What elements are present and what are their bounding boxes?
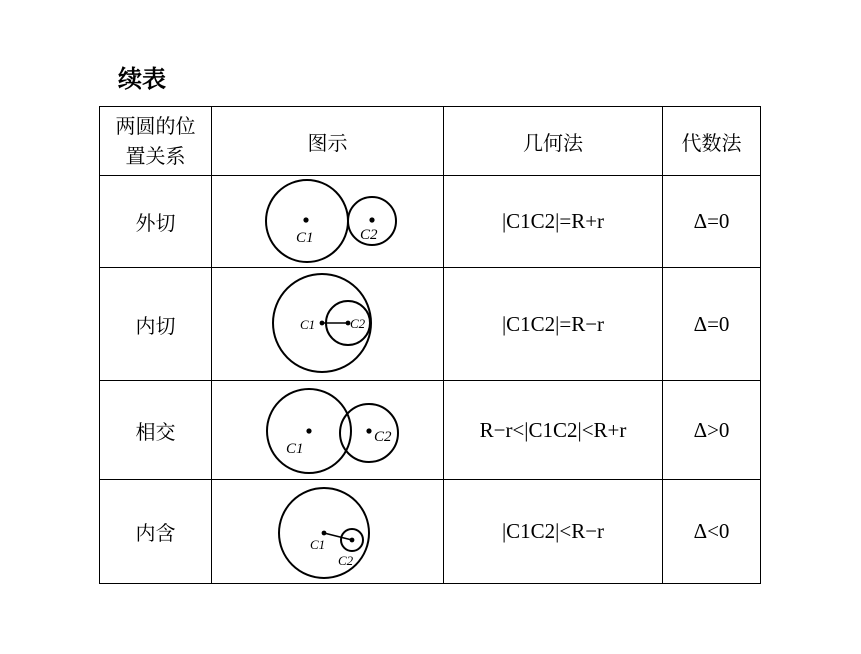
- relation-cell: 相交: [100, 381, 212, 480]
- center-c1: [322, 531, 327, 536]
- algebraic-condition: Δ>0: [693, 417, 730, 442]
- contained-figure: [212, 480, 443, 583]
- intersecting-figure: [212, 381, 443, 479]
- algebraic-cell: [663, 480, 761, 584]
- algebraic-cell: [663, 381, 761, 480]
- header-figure: 图示: [212, 107, 444, 176]
- center-c1: [320, 321, 325, 326]
- header-algebraic: 代数法: [663, 107, 761, 176]
- center-c1: [303, 217, 308, 222]
- table-row: [100, 268, 761, 381]
- table-row: [100, 381, 761, 480]
- geometric-cell: [444, 268, 663, 381]
- label-c2: C2: [360, 227, 378, 243]
- table-row: [100, 480, 761, 584]
- figure-cell: [212, 268, 444, 381]
- geometric-cell: [444, 176, 663, 268]
- externally-tangent-figure: [212, 176, 443, 267]
- internally-tangent-figure: [212, 268, 443, 380]
- algebraic-cell: [663, 268, 761, 381]
- geometric-cell: [444, 480, 663, 584]
- relation-cell: 内切: [100, 268, 212, 381]
- center-c2: [350, 538, 355, 543]
- figure-cell: [212, 176, 444, 268]
- header-relation-label: 两圆的位置关系: [115, 114, 196, 168]
- label-c2: C2: [338, 553, 354, 568]
- center-line: [324, 533, 352, 540]
- algebraic-cell: [663, 176, 761, 268]
- geometric-formula: |C1C2|<R−r: [501, 519, 605, 543]
- page-title: 续表: [118, 65, 166, 93]
- algebraic-condition: Δ<0: [693, 519, 730, 543]
- center-c2: [369, 217, 374, 222]
- label-c1: C1: [286, 441, 304, 457]
- table-header-row: [100, 107, 761, 176]
- relation-cell: 内含: [100, 480, 212, 584]
- figure-cell: [212, 381, 444, 480]
- center-c2: [366, 428, 371, 433]
- algebraic-condition: Δ=0: [693, 311, 730, 336]
- label-c2: C2: [374, 429, 392, 445]
- geometric-formula: |C1C2|=R−r: [501, 311, 605, 336]
- relation-cell: 外切: [100, 176, 212, 268]
- label-c2: C2: [350, 316, 366, 331]
- circle-relations-table: [99, 106, 761, 584]
- center-c1: [306, 428, 311, 433]
- label-c1: C1: [296, 230, 314, 246]
- geometric-formula: |C1C2|=R+r: [501, 209, 605, 233]
- label-c1: C1: [300, 317, 316, 332]
- header-geometric: 几何法: [444, 107, 663, 176]
- geometric-formula: R−r<|C1C2|<R+r: [479, 417, 627, 442]
- label-c1: C1: [310, 537, 326, 552]
- figure-cell: [212, 480, 444, 584]
- header-relation: [100, 107, 212, 176]
- geometric-cell: [444, 381, 663, 480]
- algebraic-condition: Δ=0: [693, 209, 730, 233]
- table-row: [100, 176, 761, 268]
